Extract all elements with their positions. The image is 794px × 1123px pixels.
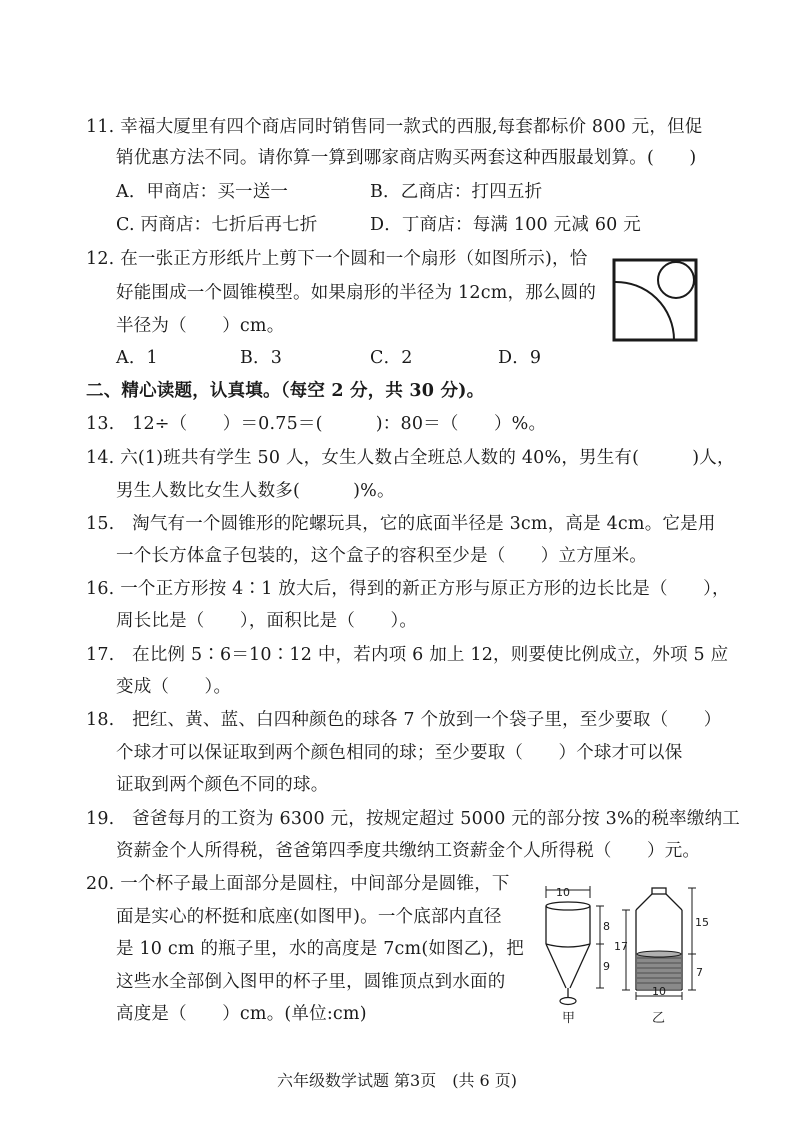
q11-line2: 销优惠方法不同。请你算一算到哪家商店购买两套这种西服最划算。( ) xyxy=(116,148,697,168)
q17-line1: 17. 在比例 5∶6＝10∶12 中，若内项 6 加上 12，则要使比例成立，外项 5 应 xyxy=(86,645,729,665)
page-footer: 六年级数学试题 第3页 (共 6 页) xyxy=(276,1071,518,1090)
q11-option-b: B．乙商店：打四五折 xyxy=(370,182,543,202)
cup-caption: 甲 xyxy=(562,1011,576,1026)
q12-option-d: D．9 xyxy=(498,348,542,368)
q12-line2: 好能围成一个圆锥模型。如果扇形的半径为 12cm，那么圆的 xyxy=(116,283,597,303)
q20-line3: 是 10 cm 的瓶子里，水的高度是 7cm(如图乙)，把 xyxy=(116,939,524,959)
bottle-caption: 乙 xyxy=(652,1011,666,1026)
bottle-bottom-width-label: 10 xyxy=(652,985,666,998)
q12-square-figure xyxy=(612,258,698,342)
q11-option-a: A．甲商店：买一送一 xyxy=(116,182,289,202)
q12-option-a: A．1 xyxy=(116,348,158,368)
q20-line4: 这些水全部倒入图甲的杯子里，圆锥顶点到水面的 xyxy=(116,972,506,992)
q13-line: 13. 12÷（ ）＝0.75＝( )：80＝（ ）%。 xyxy=(86,414,547,434)
q19-line2: 资薪金个人所得税，爸爸第四季度共缴纳工资薪金个人所得税（ ）元。 xyxy=(116,841,701,861)
section2-heading: 二、精心读题，认真填。（每空 2 分，共 30 分)。 xyxy=(86,381,485,401)
q11-line1: 11. 幸福大厦里有四个商店同时销售同一款式的西服,每套都标价 800 元，但促 xyxy=(86,117,703,137)
q16-line2: 周长比是（ ），面积比是（ ）。 xyxy=(116,611,418,631)
q15-line2: 一个长方体盒子包装的，这个盒子的容积至少是（ ）立方厘米。 xyxy=(116,546,647,566)
bottle-left-height-label: 17 xyxy=(614,940,628,953)
q20-cup-figure xyxy=(532,884,612,1026)
q12-option-c: C．2 xyxy=(370,348,413,368)
bottle-water-height-label: 7 xyxy=(696,966,703,979)
q14-line2: 男生人数比女生人数多( )%。 xyxy=(116,481,395,501)
q20-bottle-figure xyxy=(612,884,712,1026)
q18-line3: 证取到两个颜色不同的球。 xyxy=(116,775,329,795)
q17-line2: 变成（ ）。 xyxy=(116,677,232,697)
q20-line5: 高度是（ ）cm。(单位:cm) xyxy=(116,1004,367,1024)
cup-cylinder-height-label: 8 xyxy=(603,920,610,933)
q19-line1: 19. 爸爸每月的工资为 6300 元，按规定超过 5000 元的部分按 3%的税率缴纳工 xyxy=(86,809,740,829)
q18-line1: 18. 把红、黄、蓝、白四种颜色的球各 7 个放到一个袋子里，至少要取（ ） xyxy=(86,710,722,730)
cup-top-width-label: 10 xyxy=(556,886,570,899)
q14-line1: 14. 六(1)班共有学生 50 人，女生人数占全班总人数的 40%，男生有( )人， xyxy=(86,448,735,468)
bottle-total-height-label: 15 xyxy=(695,916,709,929)
q12-line3: 半径为（ ）cm。 xyxy=(116,316,285,336)
q20-line2: 面是实心的杯挺和底座(如图甲)。一个底部内直径 xyxy=(116,907,502,927)
q16-line1: 16. 一个正方形按 4∶1 放大后，得到的新正方形与原正方形的边长比是（ ）， xyxy=(86,579,730,599)
q11-option-c: C. 丙商店：七折后再七折 xyxy=(116,215,318,235)
q20-line1: 20. 一个杯子最上面部分是圆柱，中间部分是圆锥，下 xyxy=(86,874,510,894)
q18-line2: 个球才可以保证取到两个颜色相同的球；至少要取（ ）个球才可以保 xyxy=(116,743,683,763)
q11-option-d: D．丁商店：每满 100 元减 60 元 xyxy=(370,215,641,235)
q12-line1: 12. 在一张正方形纸片上剪下一个圆和一个扇形（如图所示)，恰 xyxy=(86,249,588,269)
cup-cone-height-label: 9 xyxy=(603,960,610,973)
q15-line1: 15. 淘气有一个圆锥形的陀螺玩具，它的底面半径是 3cm，高是 4cm。它是用 xyxy=(86,514,716,534)
q12-option-b: B．3 xyxy=(240,348,283,368)
